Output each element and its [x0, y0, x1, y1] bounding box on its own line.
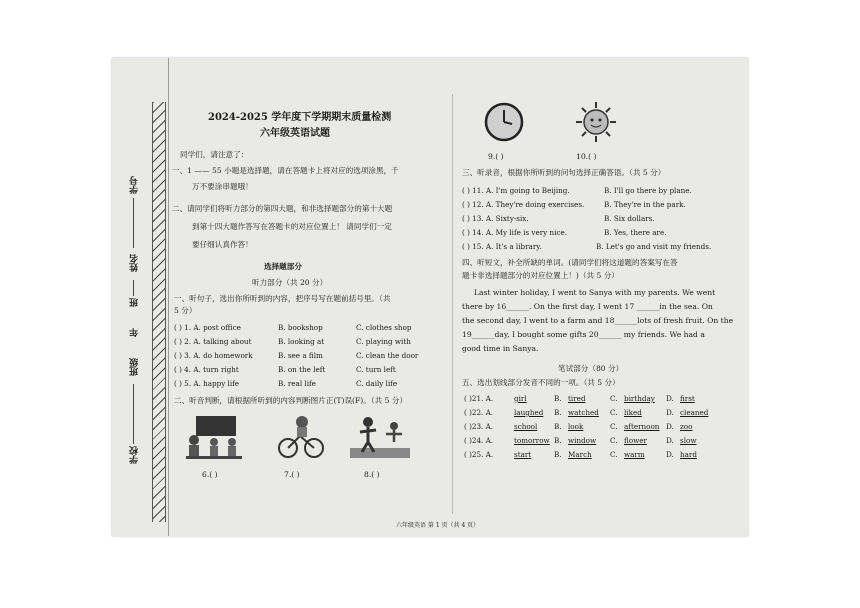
notice-line: 要仔细认真作答！	[192, 240, 253, 249]
q4-instruction: 四、听短文，补全所缺的单词。(请同学们将这道题的答案写在答	[462, 258, 678, 267]
exam-subtitle: 六年级英语试题	[260, 128, 330, 139]
clock-icon	[484, 102, 524, 142]
q2-instruction: 二、听音判断，请根据所听到的内容判断图片正(T)误(F)。（共 5 分）	[174, 396, 408, 405]
section-choice-title: 选择题部分	[264, 262, 302, 271]
list-item: ( )22. A. laughed B. watched C. liked D. cleaned	[464, 408, 709, 417]
page-divider	[452, 94, 453, 514]
passage-line: 19______day, I bought some gifts 20______ my friends. We had a	[462, 330, 705, 339]
exam-title: 2024-2025 学年度下学期期末质量检测	[208, 112, 392, 123]
label-student-no: 学号	[130, 176, 140, 194]
q8-label: 8.( )	[364, 470, 380, 479]
label-class: 班	[130, 298, 140, 307]
list-item: ( ) 4. A. turn right B. on the left C. turn left	[174, 365, 396, 374]
q1-items	[174, 323, 444, 395]
label-class2: 班级	[130, 358, 140, 376]
q4-instruction: 题卡非选择题部分的对应位置上！)（共 5 分）	[462, 271, 619, 280]
list-item: ( ) 15. A. It's a library. B. Let's go and visit my friends.	[462, 242, 712, 251]
listening-title: 听力部分（共 20 分）	[252, 278, 328, 287]
list-item: ( ) 5. A. happy life B. real life C. daily life	[174, 379, 398, 388]
label-name: 姓名	[130, 254, 140, 272]
page-footer: 六年级英语 第 1 页（共 4 页）	[396, 522, 480, 529]
label-school: 学校	[130, 446, 140, 464]
list-item: ( ) 12. A. They're doing exercises. B. They're in the park.	[462, 200, 686, 209]
q1-instruction: 一、听句子，选出你所听到的内容，把序号写在题前括号里。（共	[174, 294, 391, 303]
passage-line: the second day, I went to a farm and 18______lots of fresh fruit. On the	[462, 316, 734, 325]
list-item: ( )23. A. school B. look C. afternoon D. zoo	[464, 422, 693, 431]
list-item: ( ) 1. A. post office B. bookshop C. clothes shop	[174, 323, 412, 332]
q5-instruction: 五、选出划线部分发音不同的一项。（共 5 分）	[462, 378, 620, 387]
q7-label: 7.( )	[284, 470, 300, 479]
list-item: ( ) 13. A. Sixty-six. B. Six dollars.	[462, 214, 655, 223]
notice-line: 到第十四大题作答写在答题卡的对应位置上！ 请同学们一定	[192, 222, 392, 231]
exercise-picture	[350, 412, 410, 460]
q9-label: 9.( )	[488, 152, 504, 161]
q1-instruction: 5 分）	[174, 306, 197, 315]
binding-hatch	[152, 102, 166, 522]
list-item: ( ) 2. A. talking about B. looking at C. playing with	[174, 337, 411, 346]
classroom-picture	[184, 412, 244, 462]
list-item: ( ) 3. A. do homework B. see a film C. clean the door	[174, 351, 419, 360]
label-grade: 年	[130, 328, 140, 337]
list-item: ( )21. A. girl B. tired C. birthday D. first	[464, 394, 695, 403]
q6-label: 6.( )	[202, 470, 218, 479]
list-item: ( )25. A. start B. March C. warm D. hard	[464, 450, 697, 459]
list-item: ( )24. A. tomorrow B. window C. flower D. slow	[464, 436, 697, 445]
q3-items	[462, 186, 742, 258]
notice-greeting: 同学们，请注意了：	[180, 150, 249, 159]
sun-icon	[574, 100, 618, 144]
notice-line: 万不要涂串题哦！	[192, 182, 253, 191]
bicycle-picture	[276, 414, 326, 460]
notice-line: 一、1 —— 55 小题是选择题，请在答题卡上将对应的选项涂黑，千	[172, 166, 399, 175]
passage-line: good time in Sanya.	[462, 344, 539, 353]
notice-line: 二、请同学们将听力部分的第四大题，和非选择题部分的第十大题	[172, 204, 393, 213]
binding-margin	[112, 58, 169, 536]
written-title: 笔试部分（80 分）	[558, 364, 624, 373]
passage-line: Last winter holiday, I went to Sanya with my parents. We went	[474, 288, 716, 297]
list-item: ( ) 11. A. I'm going to Beijing. B. I'll go there by plane.	[462, 186, 692, 195]
exam-sheet	[112, 58, 748, 536]
q10-label: 10.( )	[576, 152, 597, 161]
list-item: ( ) 14. A. My life is very nice. B. Yes, there are.	[462, 228, 667, 237]
passage-line: there by 16______. On the first day, I went 17 ______in the sea. On	[462, 302, 713, 311]
q5-items	[464, 394, 744, 468]
q3-instruction: 三、听录音，根据你所听到的问句选择正确答语。（共 5 分）	[462, 168, 666, 177]
